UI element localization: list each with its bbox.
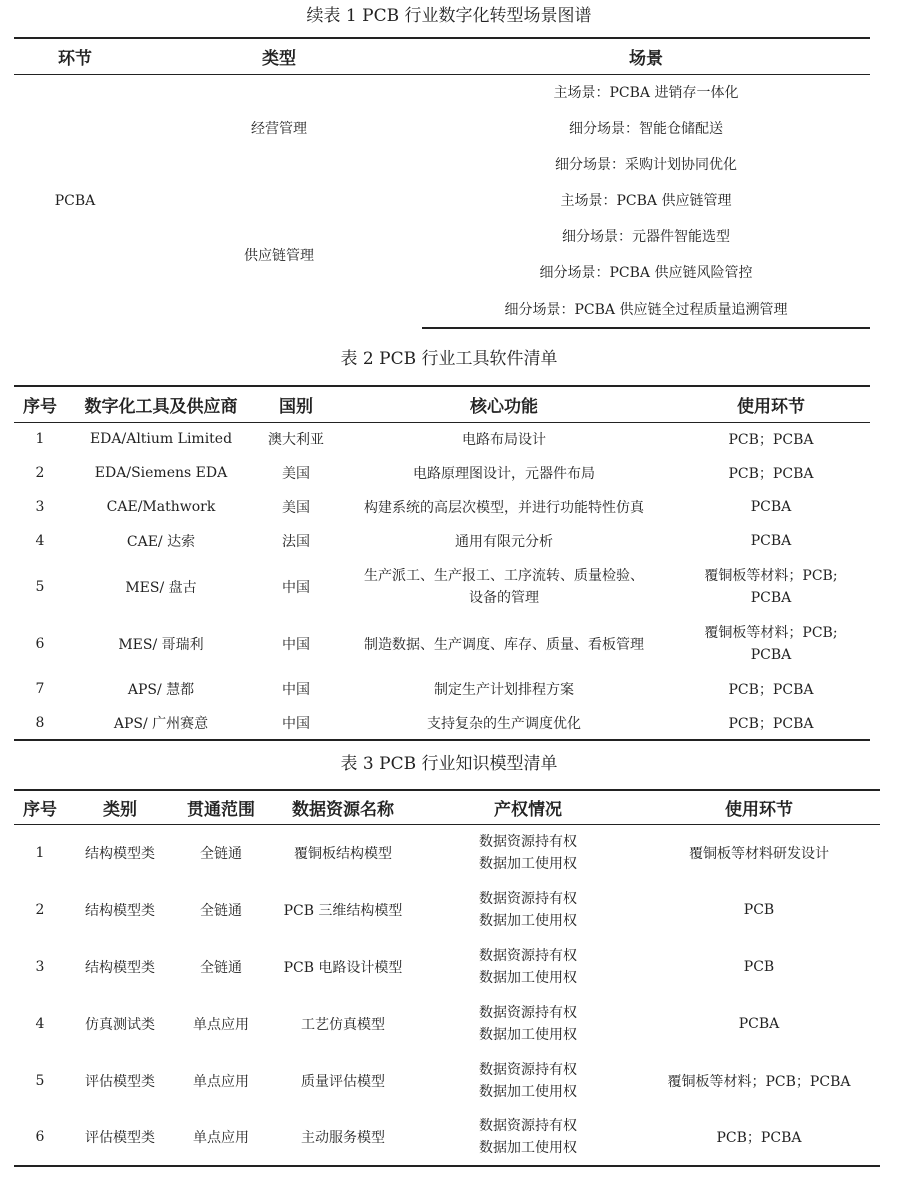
table3-range-cell: 全链通 (200, 959, 242, 976)
table3-no-cell: 6 (14, 1109, 66, 1166)
table1-type-cell: 经营管理 (251, 121, 307, 138)
table2-tool-software-list (14, 385, 870, 741)
table2-tool-cell: APS/ 慧都 (127, 682, 195, 698)
stage-line: 覆铜板等材料；PCB; (704, 567, 838, 584)
table2-tool-cell: MES/ 哥瑞利 (118, 636, 204, 653)
table1-scene-cell: 细分场景：元器件智能选型 (562, 229, 730, 245)
table2-country-cell: 中国 (282, 636, 310, 653)
table3-no-cell: 1 (35, 844, 45, 861)
stage-line: 覆铜板等材料；PCB; (704, 624, 838, 641)
table3-name-cell: 主动服务模型 (268, 1109, 418, 1166)
table2-function-cell: 制造数据、生产调度、库存、质量、看板管理 (364, 636, 644, 653)
table2-no-cell: 3 (35, 499, 45, 515)
table-row (14, 524, 870, 558)
table3-name-cell: 覆铜板结构模型 (294, 845, 392, 862)
table3-rights-cell (418, 938, 638, 995)
table3-stage-cell: 覆铜板等材料；PCB；PCBA (667, 1073, 851, 1090)
table3-name-cell: PCB 电路设计模型 (283, 959, 403, 976)
table2-no-cell: 2 (35, 465, 45, 481)
table2-country-cell: 中国 (256, 706, 336, 740)
table1-header-type: 类型 (136, 38, 422, 74)
table-row (14, 456, 870, 490)
stage-line: PCBA (750, 589, 792, 606)
table3-name-cell: 工艺仿真模型 (301, 1016, 385, 1033)
table3-range-cell: 全链通 (200, 902, 242, 919)
table1-scene-cell: 细分场景：智能仓储配送 (569, 121, 723, 137)
table3-header-no: 序号 (14, 790, 66, 824)
table3-name-cell: PCB 三维结构模型 (283, 902, 403, 919)
table1-header-scene: 场景 (422, 38, 870, 74)
rights-line: 数据加工使用权 (479, 912, 577, 929)
function-line: 设备的管理 (469, 589, 539, 606)
table2-stage-cell: PCBA (750, 533, 792, 549)
table2-country-cell: 美国 (282, 466, 310, 482)
table2-stage-cell: PCB；PCBA (672, 706, 870, 740)
table3-rights-cell (418, 1109, 638, 1166)
table2-stage-cell (672, 558, 870, 615)
table3-category-cell: 结构模型类 (85, 902, 155, 919)
table2-header-country: 国别 (256, 386, 336, 422)
table2-stage-cell: PCBA (750, 499, 792, 515)
table3-category-cell: 结构模型类 (85, 959, 155, 976)
table1-header-stage: 环节 (14, 38, 136, 74)
table-row (14, 422, 870, 456)
table-row (14, 706, 870, 740)
table1-caption: 续表 1 PCB 行业数字化转型场景图谱 (306, 6, 592, 26)
table2-stage-cell: PCB；PCBA (728, 432, 814, 449)
function-line: 生产派工、生产报工、工序流转、质量检验、 (364, 567, 644, 584)
table3-caption: 表 3 PCB 行业知识模型清单 (340, 754, 558, 774)
table2-header-tool: 数字化工具及供应商 (66, 386, 256, 422)
rights-line: 数据加工使用权 (479, 1083, 577, 1100)
table2-tool-cell: MES/ 盘古 (125, 579, 197, 596)
table2-tool-cell: APS/ 广州赛意 (66, 706, 256, 740)
table3-stage-cell: PCB (743, 958, 775, 975)
table-row (14, 182, 870, 218)
table3-rights-cell (418, 995, 638, 1052)
table3-header-stage: 使用环节 (638, 790, 880, 824)
table3-range-cell: 全链通 (200, 845, 242, 862)
rights-line: 数据加工使用权 (479, 1140, 577, 1156)
table3-stage-cell: 覆铜板等材料研发设计 (689, 845, 829, 862)
table3-name-cell: 质量评估模型 (301, 1073, 385, 1090)
table3-rights-cell (418, 881, 638, 938)
table3-rights-cell (418, 1052, 638, 1109)
table3-range-cell: 单点应用 (174, 1109, 268, 1166)
table3-range-cell: 单点应用 (193, 1073, 249, 1090)
table2-function-cell: 支持复杂的生产调度优化 (336, 706, 672, 740)
table-row (14, 881, 880, 938)
rights-line: 数据资源持有权 (479, 1061, 577, 1078)
table2-header-function: 核心功能 (336, 386, 672, 422)
table2-country-cell: 美国 (282, 500, 310, 516)
table2-country-cell: 中国 (282, 579, 310, 596)
table-row (14, 1109, 880, 1166)
table2-no-cell: 4 (35, 533, 45, 549)
table-row (14, 490, 870, 524)
table3-no-cell: 4 (35, 1015, 45, 1032)
table3-stage-cell: PCBA (738, 1015, 780, 1032)
table3-header-resource-name: 数据资源名称 (268, 790, 418, 824)
table2-stage-cell: PCB；PCBA (728, 466, 814, 482)
table1-scene-cell: 细分场景：PCBA 供应链全过程质量追溯管理 (422, 290, 870, 328)
table1-scene-cell: 主场景：PCBA 供应链管理 (560, 193, 732, 209)
table2-function-cell (336, 558, 672, 615)
table3-no-cell: 5 (35, 1072, 45, 1089)
table1-scene-cell: 主场景：PCBA 进销存一体化 (553, 85, 739, 102)
stage-line: PCBA (750, 646, 792, 663)
rights-line: 数据加工使用权 (479, 969, 577, 986)
table-row (14, 558, 870, 615)
table3-no-cell: 3 (35, 958, 45, 975)
table1-scene-cell: 细分场景：采购计划协同优化 (555, 157, 737, 173)
table3-category-cell: 评估模型类 (85, 1073, 155, 1090)
table3-category-cell: 评估模型类 (66, 1109, 174, 1166)
table2-tool-cell: EDA/Siemens EDA (94, 465, 228, 481)
table3-knowledge-model-list (14, 789, 880, 1167)
table2-function-cell: 制定生产计划排程方案 (434, 682, 574, 698)
table2-no-cell: 1 (35, 431, 45, 448)
table2-caption: 表 2 PCB 行业工具软件清单 (340, 349, 558, 369)
table2-function-cell: 电路布局设计 (462, 432, 546, 449)
table-row (14, 615, 870, 672)
rights-line: 数据资源持有权 (479, 1118, 577, 1134)
table3-rights-cell (418, 824, 638, 881)
table1-scenario-map (14, 37, 870, 329)
table2-tool-cell: EDA/Altium Limited (89, 431, 233, 448)
rights-line: 数据加工使用权 (479, 855, 577, 872)
table3-stage-cell: PCB；PCBA (638, 1109, 880, 1166)
table-row (14, 995, 880, 1052)
table3-stage-cell: PCB (743, 901, 775, 918)
table2-tool-cell: CAE/ 达索 (126, 534, 196, 550)
table2-header-stage: 使用环节 (672, 386, 870, 422)
rights-line: 数据资源持有权 (479, 1004, 577, 1021)
table-row (14, 74, 870, 110)
table2-function-cell: 构建系统的高层次模型，并进行功能特性仿真 (364, 500, 644, 516)
table-row (14, 824, 880, 881)
table3-header-category: 类别 (66, 790, 174, 824)
table2-stage-cell (672, 615, 870, 672)
table3-category-cell: 仿真测试类 (85, 1016, 155, 1033)
table-row (14, 672, 870, 706)
table3-header-rights: 产权情况 (418, 790, 638, 824)
table-row (14, 1052, 880, 1109)
rights-line: 数据资源持有权 (479, 833, 577, 850)
rights-line: 数据资源持有权 (479, 890, 577, 907)
rights-line: 数据加工使用权 (479, 1026, 577, 1043)
table2-country-cell: 澳大利亚 (268, 432, 324, 449)
table1-stage-cell: PCBA (54, 193, 96, 210)
table2-no-cell: 5 (35, 578, 45, 595)
rights-line: 数据资源持有权 (479, 947, 577, 964)
table1-scene-cell: 细分场景：PCBA 供应链风险管控 (539, 265, 753, 281)
table2-no-cell: 7 (35, 681, 45, 697)
table2-tool-cell: CAE/Mathwork (106, 499, 216, 515)
table2-country-cell: 中国 (282, 682, 310, 698)
table2-function-cell: 电路原理图设计，元器件布局 (413, 466, 595, 482)
table1-type-cell: 供应链管理 (244, 248, 314, 264)
table3-no-cell: 2 (35, 901, 45, 918)
table2-country-cell: 法国 (282, 534, 310, 550)
table3-range-cell: 单点应用 (193, 1016, 249, 1033)
table2-no-cell: 6 (35, 635, 45, 652)
table3-header-range: 贯通范围 (174, 790, 268, 824)
table-row (14, 938, 880, 995)
table2-header-no: 序号 (14, 386, 66, 422)
table2-function-cell: 通用有限元分析 (455, 534, 553, 550)
table2-no-cell: 8 (14, 706, 66, 740)
table3-category-cell: 结构模型类 (85, 845, 155, 862)
table2-stage-cell: PCB；PCBA (728, 682, 814, 698)
